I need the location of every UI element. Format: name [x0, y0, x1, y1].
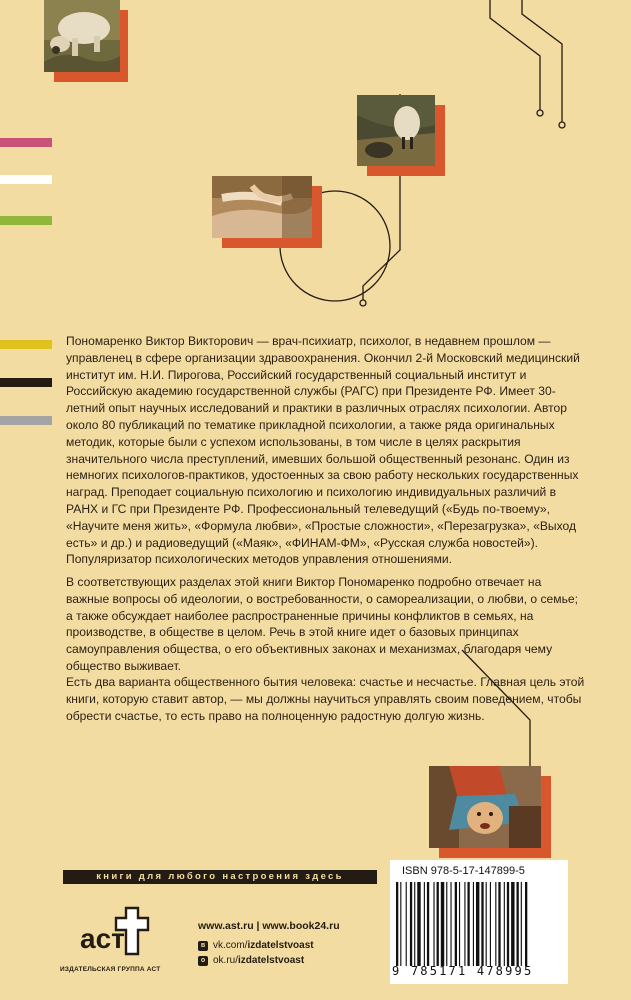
- green-stripe: [0, 216, 52, 225]
- white-stripe: [0, 175, 52, 184]
- author-biography: Пономаренко Виктор Викторович — врач-психиатр, психолог, в недавнем прошлом — управленец в сфере организации здравоохранения. Окончил 2-й Московский медицинский институт им. Н.И. Пирогова, Российский государственный социальный институт и Российскую академию государственной службы (РАГС) при Президенте РФ. Имеет 30-летний опыт научных исследований и практики в различных отраслях психологии. Автор около 80 публикаций по тематике прикладной психологии, а также ряда оригинальных методик, которые были с успехом использованы, в том числе в целях раскрытия значительного числа преступлений, имевших большой общественный резонанс. Один из немногих психологов-практиков, удостоенных за свою работу нескольких государственных наград. Преподает социальную психологию и психологию индивидуальных различий в РАНХ и ГС при Президенте РФ. Профессиональный телеведущий («Будь по-твоему», «Научите меня жить», «Формула любви», «Простые сложности», «Перезагрузка», «Выход есть» и др.) и радиоведущий («Маяк», «ФИНАМ-ФМ», «Русская служба новостей»). Популяризатор психологических методов управления отношениями.: [66, 334, 580, 567]
- vk-handle: izdatelstvoast: [247, 940, 314, 951]
- vk-link[interactable]: [198, 940, 314, 951]
- painting-fragment-egg: [357, 95, 435, 166]
- painting-fragment-face: [429, 766, 541, 848]
- ok-handle: izdatelstvoast: [238, 955, 305, 966]
- ok-prefix: ok.ru/: [213, 955, 239, 966]
- book-goal: Есть два варианта общественного бытия человека: счастье и несчастье. Главная цель этой книги, которую ставит автор, — мы должны научиться управлять своим поведением, чтобы обрести счастье, то есть право на полноценную радостную долгую жизнь.: [66, 675, 585, 723]
- publisher-websites[interactable]: www.ast.ru | www.book24.ru: [198, 920, 340, 932]
- svg-text:аст: аст: [80, 923, 125, 954]
- ast-logo-icon: [74, 904, 154, 964]
- book-description: В соответствующих разделах этой книги Виктор Пономаренко подробно отвечает на важные вопросы об идеологии, о востребованности, о самореализации, о любви, о семье; а также обсуждает наиболее распространенные причины конфликтов в семьях, на производстве, в обществе в целом. Речь в этой книге идет о базовых принципах самоуправления общества, о его объективных законах и механизмах, благодаря чему общество выживает.: [66, 575, 578, 673]
- vk-icon: в: [198, 941, 208, 951]
- ok-icon: o: [198, 956, 208, 966]
- yellow-stripe: [0, 340, 52, 349]
- painting-fragment-hands: [212, 176, 312, 238]
- gray-stripe: [0, 416, 52, 425]
- barcode-icon: [394, 882, 562, 966]
- black-stripe: [0, 378, 52, 387]
- publisher-name: ИЗДАТЕЛЬСКАЯ ГРУППА АСТ: [60, 966, 161, 973]
- isbn-label: ISBN 978-5-17-147899-5: [402, 865, 525, 877]
- pink-stripe: [0, 138, 52, 147]
- painting-fragment-pig: [44, 0, 120, 72]
- vk-prefix: vk.com/: [213, 940, 248, 951]
- ok-link[interactable]: [198, 955, 304, 966]
- tagline-banner: книги для любого настроения здесь: [63, 870, 377, 884]
- barcode-digits: 9 785171 478995: [392, 964, 534, 978]
